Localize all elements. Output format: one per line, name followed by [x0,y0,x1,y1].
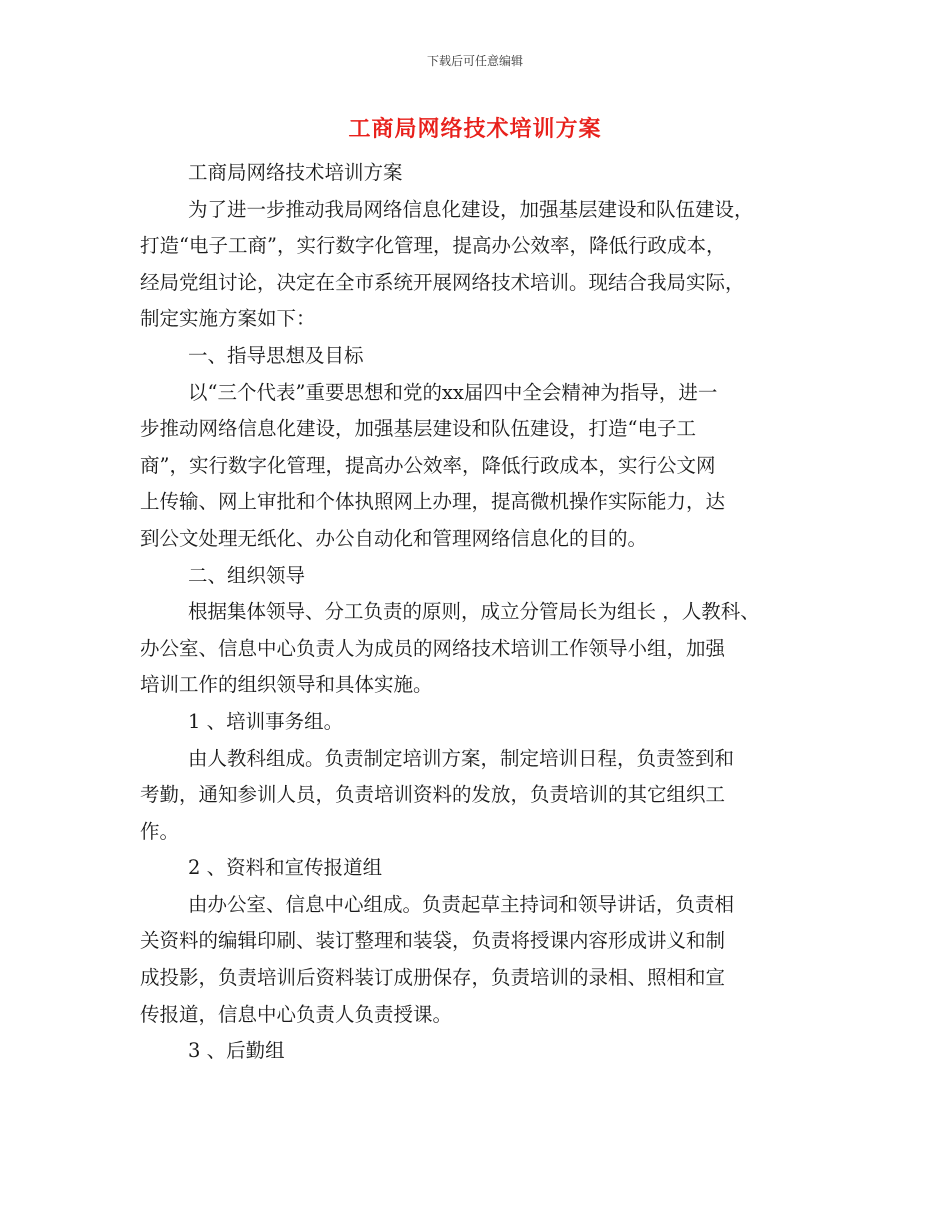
paragraph-line: 制定实施方案如下： [140,307,316,331]
paragraph-line: 到公文处理无纸化、办公自动化和管理网络信息化的目的。 [140,526,648,550]
document-title: 工商局网络技术培训方案 [348,117,602,142]
paragraph-line: 办公室、信息中心负责人为成员的网络技术培训工作领导小组，加强 [140,636,726,660]
paragraph-line: 成投影，负责培训后资料装订成册保存，负责培训的录相、照相和宣 [140,966,726,990]
paragraph-line: 经局党组讨论，决定在全市系统开展网络技术培训。现结合我局实际， [140,270,745,294]
paragraph-line: 由办公室、信息中心组成。负责起草主持词和领导讲话，负责相 [188,892,735,916]
paragraph-line: 由人教科组成。负责制定培训方案，制定培训日程，负责签到和 [188,746,735,770]
paragraph-line: 工商局网络技术培训方案 [188,161,403,184]
paragraph-line: 关资料的编辑印刷、装订整理和装袋，负责将授课内容形成讲义和制 [140,929,726,953]
section-heading: 一、指导思想及目标 [188,343,364,367]
subsection-heading: 1 、培训事务组。 [188,709,344,733]
paragraph-line: 根据集体领导、分工负责的原则，成立分管局长为组长 ，人教科、 [188,600,760,624]
paragraph-line: 考勤，通知参训人员，负责培训资料的发放，负责培训的其它组织工 [140,783,726,807]
paragraph-line: 打造“电子工商”，实行数字化管理，提高办公效率，降低行政成本， [140,234,726,258]
paragraph-line: 上传输、网上审批和个体执照网上办理，提高微机操作实际能力，达 [140,490,726,514]
paragraph-line: 商”，实行数字化管理，提高办公效率，降低行政成本，实行公文网 [140,453,716,477]
paragraph-line: 作。 [140,819,180,843]
paragraph-line: 以“三个代表”重要思想和党的xx届四中全会精神为指导，进一 [188,380,718,404]
subsection-heading: 3 、后勤组 [188,1039,285,1063]
paragraph-line: 培训工作的组织领导和具体实施。 [140,673,433,697]
subsection-heading: 2 、资料和宣传报道组 [188,856,383,880]
section-heading: 二、组织领导 [188,563,306,587]
header-note: 下载后可任意编辑 [426,54,523,68]
paragraph-line: 传报道，信息中心负责人负责授课。 [140,1002,453,1026]
paragraph-line: 步推动网络信息化建设，加强基层建设和队伍建设，打造“电子工 [140,417,696,441]
document-body [140,155,840,1070]
paragraph-line: 为了进一步推动我局网络信息化建设，加强基层建设和队伍建设， [188,197,754,221]
